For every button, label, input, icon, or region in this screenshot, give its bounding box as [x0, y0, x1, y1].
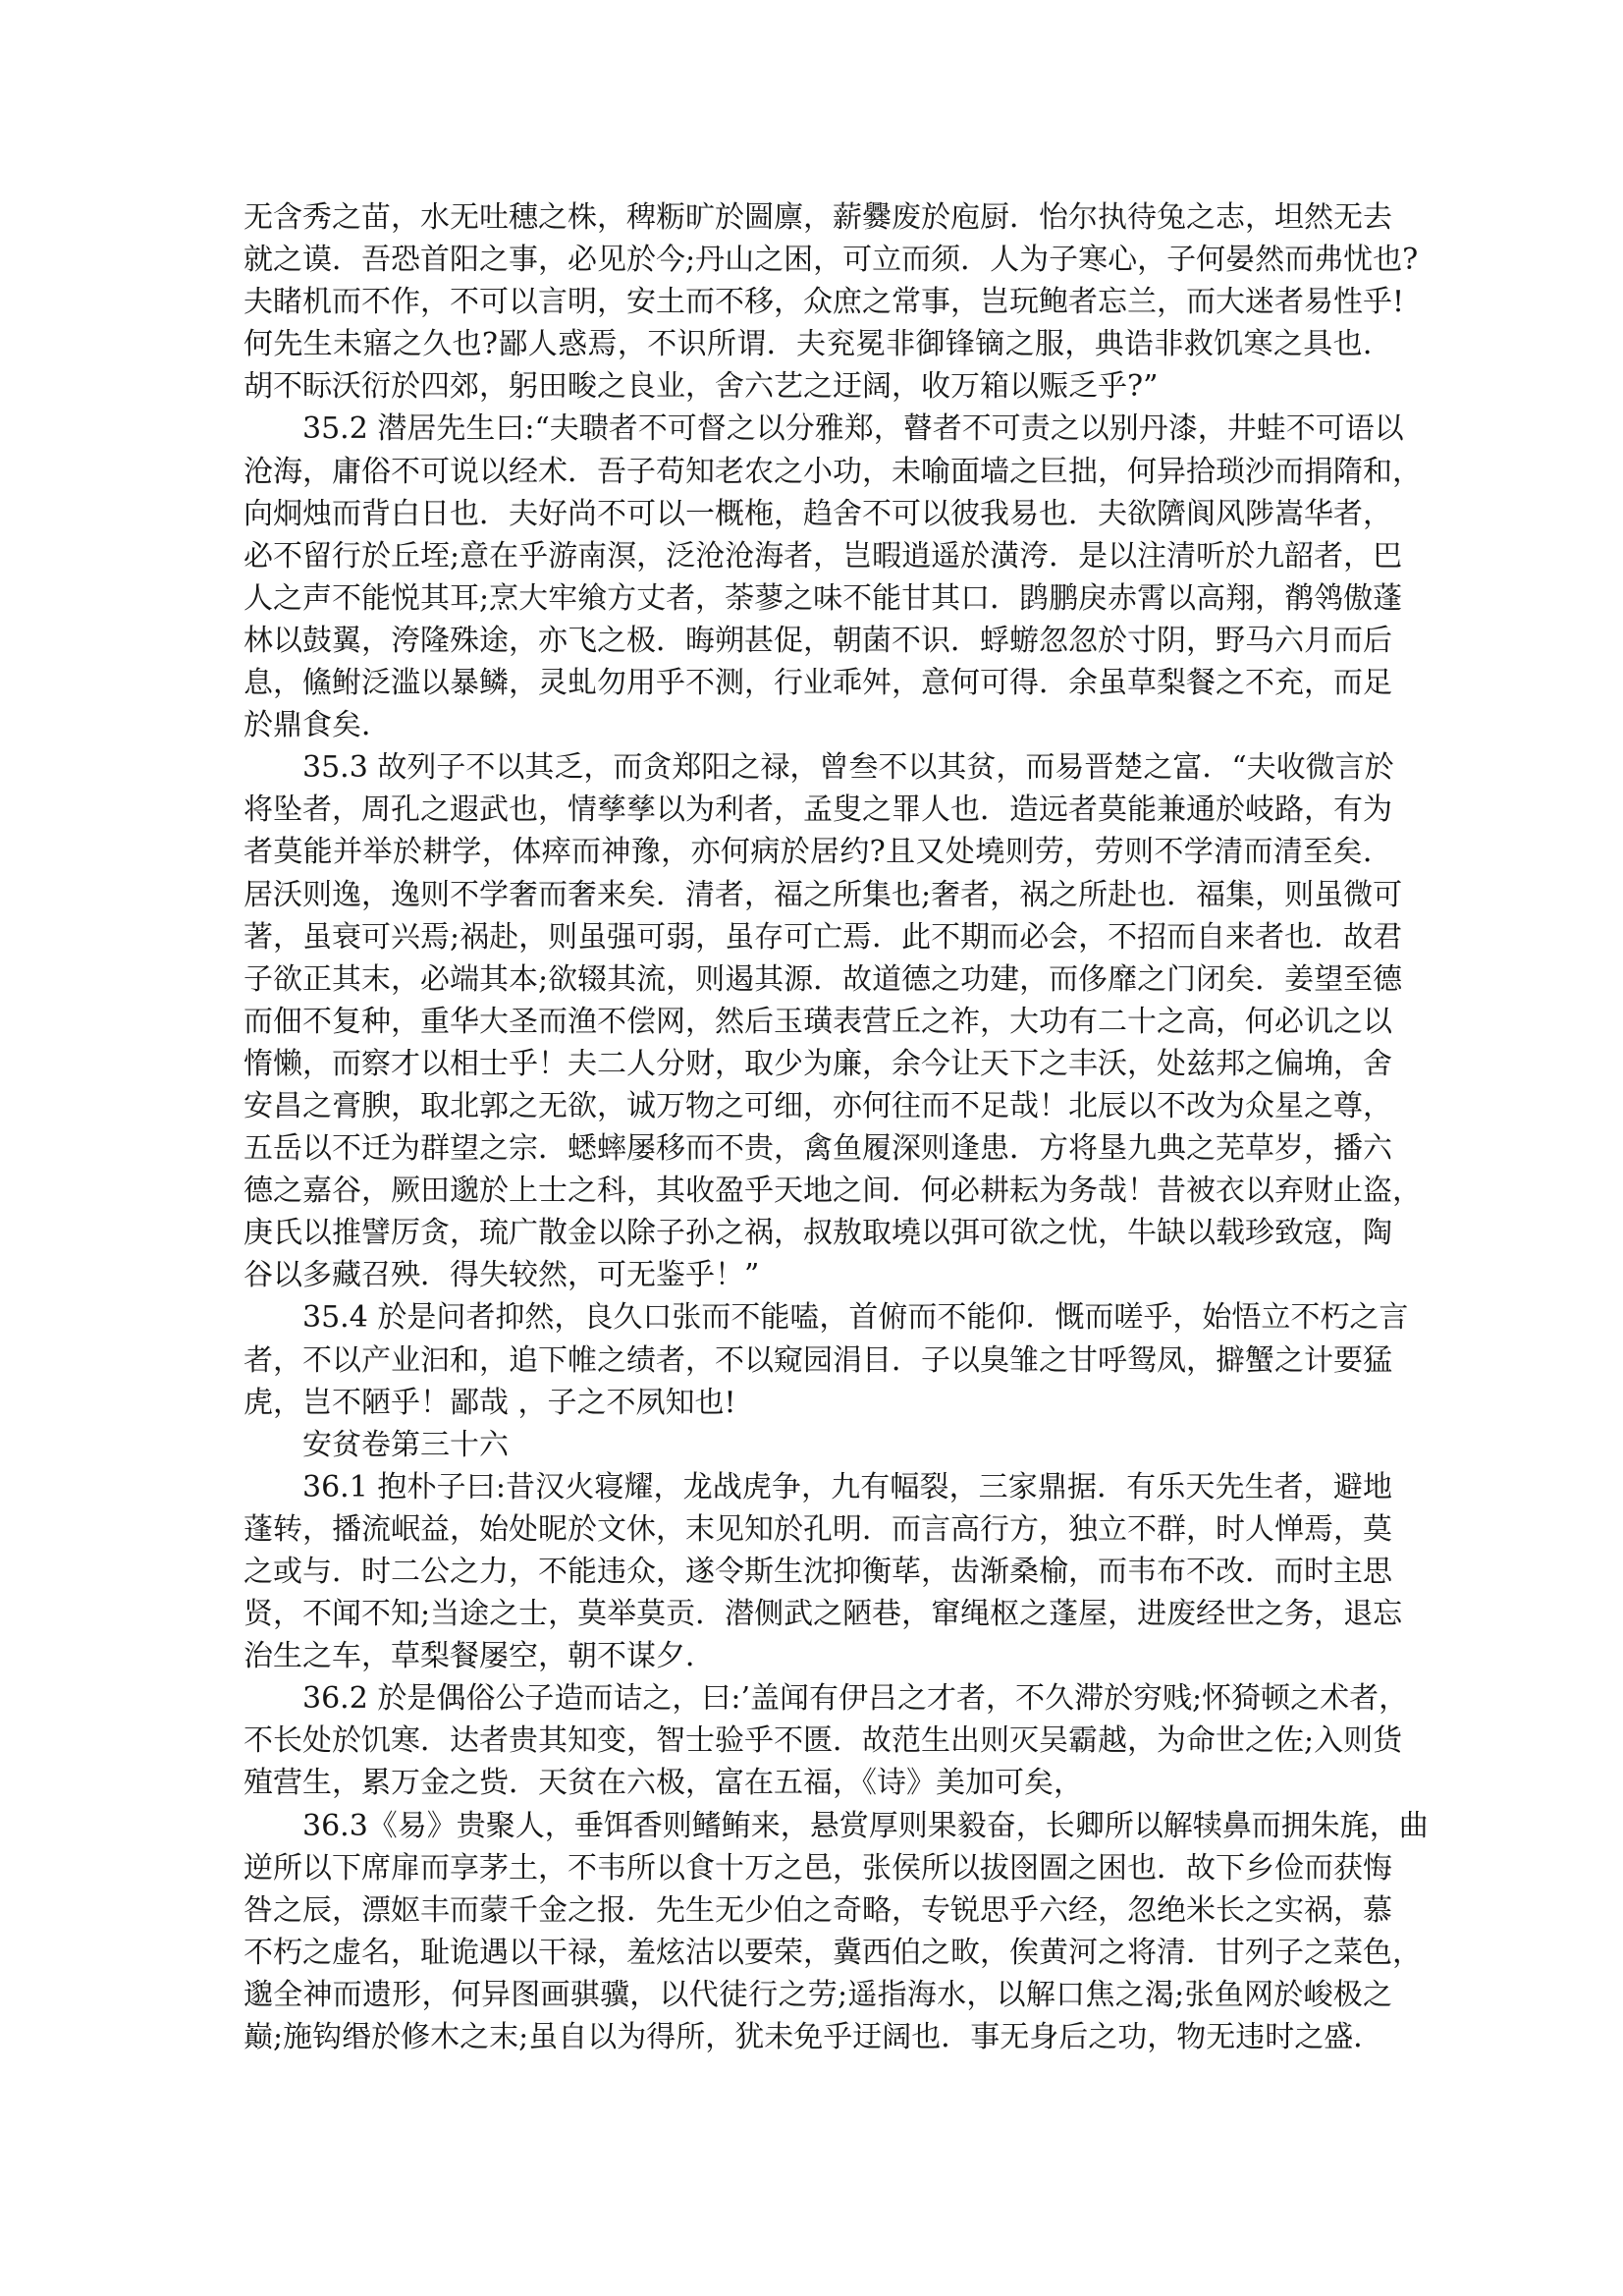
text-line: 治生之车，草梨餐屡空，朝不谋夕．	[243, 1639, 715, 1674]
paragraph	[243, 1805, 1429, 2059]
section-heading: 安贫卷第三十六	[302, 1427, 509, 1462]
text-line: 而佃不复种，重华大圣而渔不偿网，然后玉璜表营丘之祚，大功有二十之高，何必讥之以	[243, 1004, 1392, 1039]
text-line: 不长处於饥寒．达者贵其知变，智士验乎不匮．故范生出则灭吴霸越，为命世之佐;入则货	[243, 1723, 1403, 1759]
paragraph	[243, 1466, 1403, 1677]
text-line: 就之谟．吾恐首阳之事，必见於今;丹山之困，可立而须．人为子寒心，子何晏然而弗忧也?	[243, 243, 1419, 278]
paragraph	[243, 1296, 1409, 1423]
text-line: 36.1 抱朴子曰:昔汉火寝耀，龙战虎争，九有幅裂，三家鼎据．有乐天先生者，避地	[302, 1469, 1392, 1504]
text-line: 将坠者，周孔之遐武也，情孳孳以为利者，孟叟之罪人也．造远者莫能兼通於岐路，有为	[243, 793, 1392, 828]
text-line: 邈全神而遗形，何异图画骐骥，以代徒行之劳;遥指海水，以解口焦之渴;张鱼网於峻极之	[243, 1977, 1392, 2012]
text-line: 著，虽衰可兴焉;祸赴，则虽强可弱，虽存可亡焉．此不期而必会，不招而自来者也．故君	[243, 919, 1403, 955]
text-line: 者，不以产业汩和，追下帷之绩者，不以窥园涓目．子以臭雏之甘呼鸳凤，擗蟹之计要猛	[243, 1342, 1392, 1378]
text-line: 林以鼓翼，洿隆殊途，亦飞之极．晦朔甚促，朝菌不识．蜉蝣忽忽於寸阴，野马六月而后	[243, 623, 1392, 658]
text-line: 咎之辰，漂妪丰而蒙千金之报．先生无少伯之奇略，专锐思乎六经，忽绝米长之实祸，慕	[243, 1892, 1392, 1928]
text-line: 惰懒，而察才以相士乎！夫二人分财，取少为廉，余今让天下之丰沃，处兹邦之偏埆，舍	[243, 1046, 1392, 1081]
text-line: 者莫能并举於耕学，体瘁而神豫，亦何病於居约?且又处墝则劳，劳则不学清而清至矣．	[243, 835, 1392, 870]
paragraph	[243, 196, 1419, 408]
text-line: 逆所以下席扉而享茅土，不韦所以食十万之邑，张侯所以拔囹圄之困也．故下乡俭而获悔	[243, 1850, 1392, 1886]
text-line: 不朽之虚名，耻诡遇以干禄，羞炫沽以要荣，冀西伯之畋，俟黄河之将清．甘列子之菜色，	[243, 1935, 1422, 1970]
text-line: 居沃则逸，逸则不学奢而奢来矣．清者，福之所集也;奢者，祸之所赴也．福集，则虽微可	[243, 877, 1403, 912]
text-line: 蓬转，播流岷益，始处昵於文休，末见知於孔明．而言高行方，独立不群，时人惮焉，莫	[243, 1511, 1392, 1547]
text-line: 35.2 潜居先生曰:“夫聩者不可督之以分雅郑，瞽者不可责之以别丹漆，井蛙不可语以	[302, 411, 1404, 447]
text-line: 必不留行於丘垤;意在乎游南溟，泛沧沧海者，岂暇逍遥於潢洿．是以注清听於九韶者，巴	[243, 538, 1403, 574]
text-line: 何先生未寤之久也?鄙人惑焉，不识所谓．夫兖冕非御锋镝之服，典诰非救饥寒之具也．	[243, 327, 1392, 362]
text-line: 巅;施钩缗於修木之末;虽自以为得所，犹未免乎迂阔也．事无身后之功，物无违时之盛．	[243, 2020, 1383, 2055]
paragraph	[243, 746, 1422, 1296]
text-line: 虎，岂不陋乎！鄙哉 ，子之不夙知也!	[243, 1385, 736, 1420]
text-line: 36.3《易》贵聚人，垂饵香则鳍鲔来，悬赏厚则果毅奋，长卿所以解犊鼻而拥朱旄，曲	[302, 1808, 1429, 1843]
text-line: 贤，不闻不知;当途之士，莫举莫贡．潜侧武之陋巷，窜绳枢之蓬屋，进废经世之务，退忘	[243, 1597, 1403, 1632]
text-line: 36.2 於是偶俗公子造而诘之，曰:’盖闻有伊吕之才者，不久滞於穷贱;怀猗顿之术者，	[302, 1681, 1409, 1717]
paragraph	[243, 1677, 1409, 1804]
text-line: 无含秀之苗，水无吐穗之株，稗粝旷於圌廪，薪爨废於庖厨．怡尔执待兔之志，坦然无去	[243, 200, 1392, 235]
text-line: 之或与．时二公之力，不能违众，遂令斯生沈抑衡荜，齿渐桑榆，而韦布不改．而时主思	[243, 1555, 1392, 1589]
text-line: 子欲正其末，必端其本;欲辍其流，则遏其源．故道德之功建，而侈靡之门闭矣．姜望至德	[243, 961, 1403, 997]
document-page	[243, 196, 1429, 2058]
text-line: 向炯烛而背白日也．夫好尚不可以一概柂，趋舍不可以彼我易也．夫欲隮阆风陟嵩华者，	[243, 496, 1392, 531]
text-line: 夫睹机而不作，不可以言明，安土而不移，众庶之常事，岂玩鲍者忘兰，而大迷者易性乎!	[243, 285, 1405, 320]
text-line: 胡不眎沃衍於四郊，躬田畯之良业，舍六艺之迂阔，收万箱以赈乏乎?”	[243, 369, 1159, 405]
text-line: 35.4 於是问者抑然，良久口张而不能嗑，首俯而不能仰．慨而嗟乎，始悟立不朽之言	[302, 1300, 1409, 1336]
text-line: 人之声不能悦其耳;烹大牢飨方丈者，荼蓼之味不能甘其口．鹍鹏戾赤霄以高翔，鹡鸰傲蓬	[243, 580, 1403, 616]
text-line: 安昌之膏腴，取北郭之无欲，诚万物之可细，亦何往而不足哉！北辰以不改为众星之尊，	[243, 1088, 1392, 1123]
text-line: 德之嘉谷，厥田邈於上士之科，其收盈乎天地之间．何必耕耘为务哉！昔被衣以弃财止盗，	[243, 1174, 1422, 1209]
text-line: 谷以多藏召殃．得失较然，可无鉴乎！”	[243, 1258, 760, 1293]
paragraph	[243, 408, 1422, 746]
text-line: 35.3 故列子不以其乏，而贪郑阳之禄，曾叁不以其贫，而易晋楚之富．“夫收微言於	[302, 750, 1394, 786]
text-line: 殖营生，累万金之赀．天贫在六极，富在五福，《诗》美加可矣，	[243, 1766, 1083, 1801]
text-line: 五岳以不迁为群望之宗．蟋蟀屡移而不贵，禽鱼履深则逢患．方将垦九典之芜草岁，播六	[243, 1131, 1392, 1167]
text-line: 沧海，庸俗不可说以经术．吾子苟知老农之小功，未喻面墙之巨拙，何异拾琐沙而捐隋和，	[243, 454, 1422, 489]
text-line: 息，鯈鲋泛滥以暴鳞，灵虬勿用乎不测，行业乖舛，意何可得．余虽草梨餐之不充，而足	[243, 666, 1392, 701]
text-line: 於鼎食矣．	[243, 708, 391, 743]
text-line: 庚氏以推譬厉贪，琉广散金以除子孙之祸，叔敖取墝以弭可欲之忧，牛缺以载珍致寇，陶	[243, 1216, 1392, 1251]
